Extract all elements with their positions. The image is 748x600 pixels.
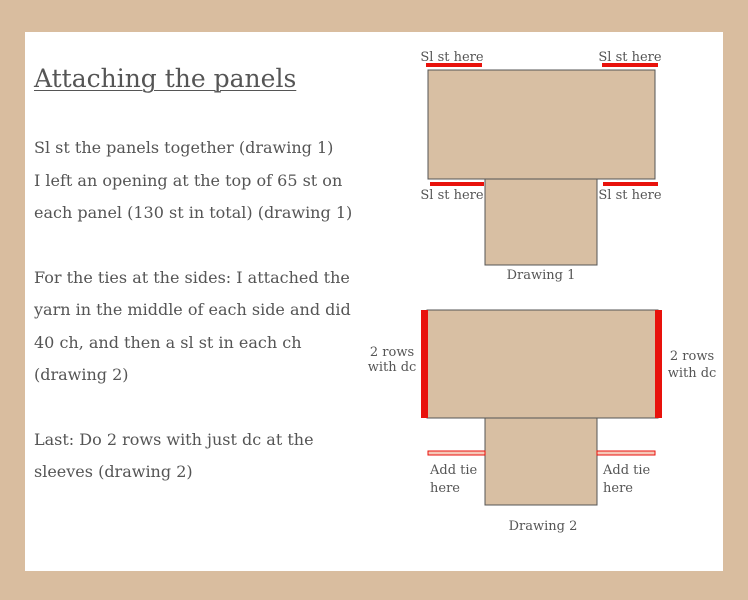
drawing1-label-bottom-left: Sl st here: [420, 188, 484, 203]
page-title: Attaching the panels: [34, 64, 297, 93]
drawing1-caption: Drawing 1: [506, 268, 576, 283]
drawing2-right-label-line2: with dc: [667, 366, 717, 381]
paragraph-panels: Sl st the panels together (drawing 1) I left an opening at the top of 65 st on each panel (130 st in total) (drawing 1): [34, 138, 353, 222]
drawing2-tie-left: [428, 451, 485, 455]
drawing2-marker-right: [655, 310, 662, 418]
paragraph-ties: For the ties at the sides: I attached the yarn in the middle of each side and did 40 ch, and then a sl st in each ch (drawing 2): [34, 267, 351, 384]
drawing-2: [368, 310, 717, 534]
drawing2-tie-right-line1: Add tie: [603, 463, 651, 478]
drawing1-label-top-left: Sl st here: [420, 50, 484, 65]
drawing1-body-panel: [428, 70, 655, 179]
drawing2-sleeve-panel: [485, 418, 597, 505]
drawing1-label-bottom-right: Sl st here: [598, 188, 662, 203]
drawing2-caption: Drawing 2: [508, 519, 578, 534]
drawing2-marker-left: [421, 310, 428, 418]
paragraph-sleeves: Last: Do 2 rows with just dc at the sleeves (drawing 2): [34, 429, 314, 481]
drawing2-tie-left-line2: here: [430, 481, 460, 496]
drawing2-right-label-line1: 2 rows: [669, 349, 715, 364]
drawing2-tie-right: [597, 451, 655, 455]
drawing1-sleeve-panel: [485, 179, 597, 265]
drawing1-label-top-right: Sl st here: [598, 50, 662, 65]
drawing1-marker-bottom-right: [603, 182, 658, 186]
drawing1-marker-bottom-left: [430, 182, 484, 186]
drawing2-left-label-line2: with dc: [367, 360, 417, 375]
drawing2-body-panel: [427, 310, 658, 418]
drawing2-tie-left-line1: Add tie: [430, 463, 478, 478]
drawing2-tie-right-line2: here: [603, 481, 633, 496]
drawing2-left-label-line1: 2 rows: [369, 345, 415, 360]
drawing-1: [420, 50, 662, 283]
